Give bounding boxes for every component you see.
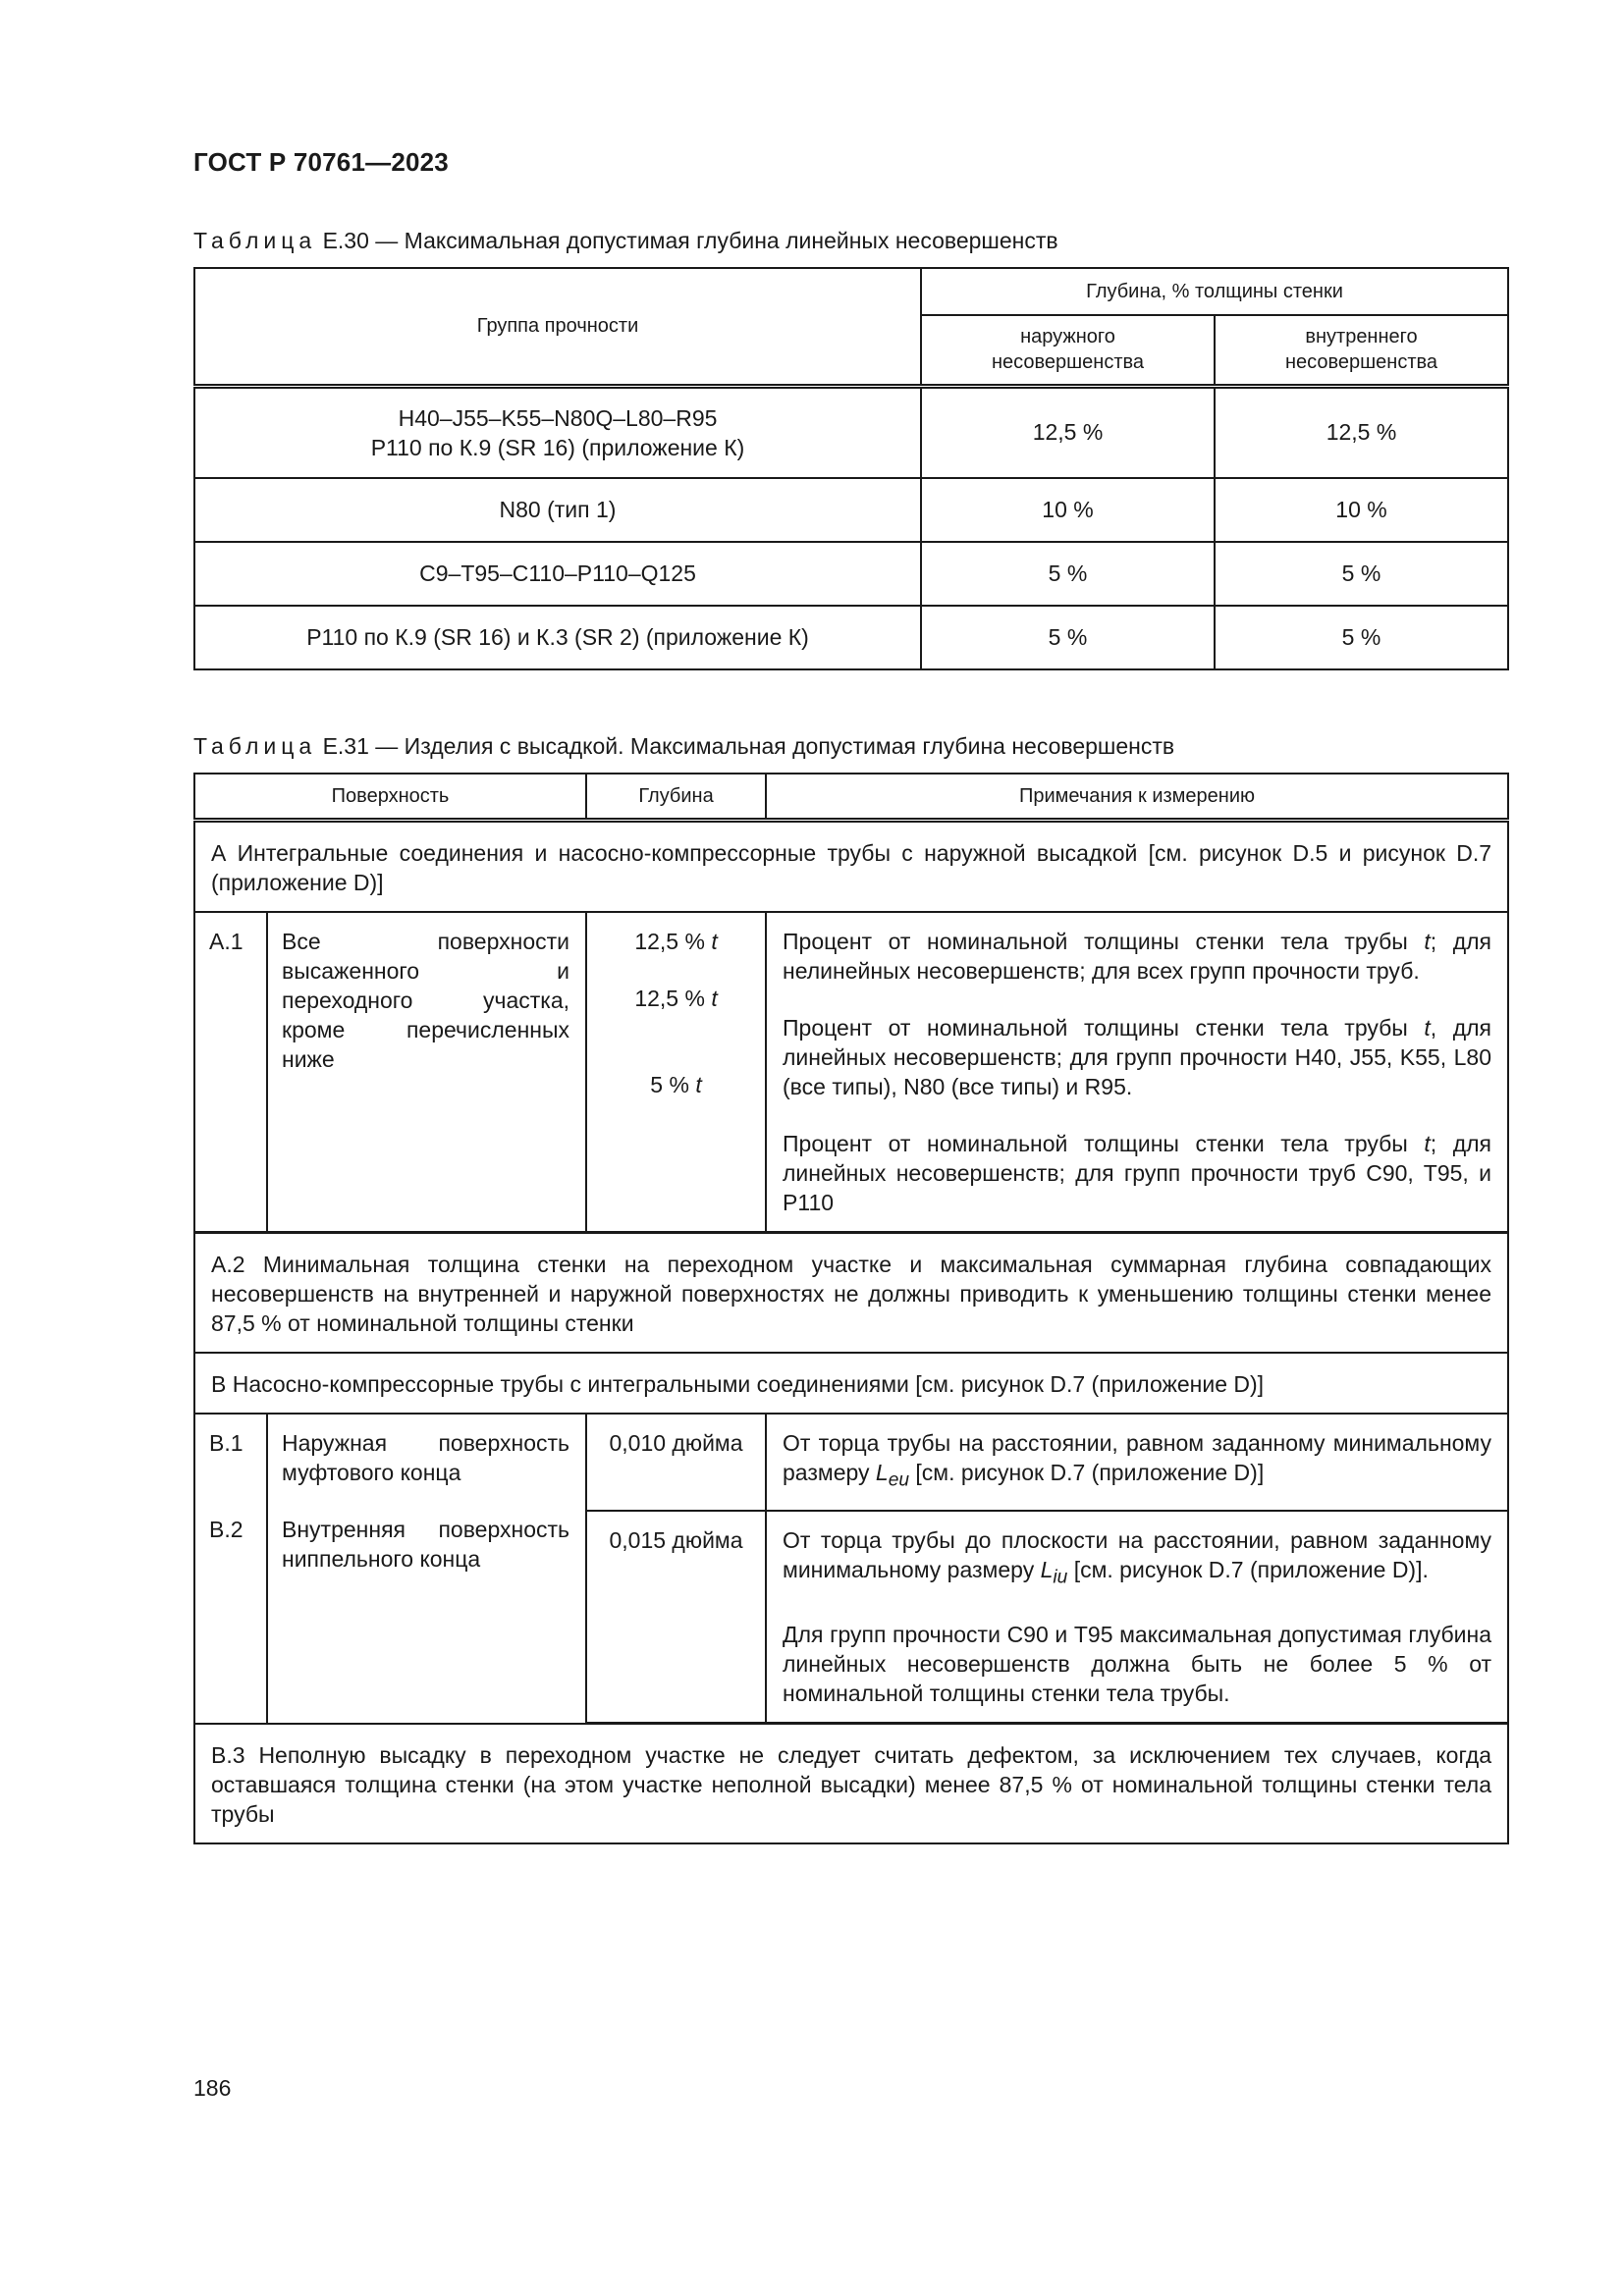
depth-variable: t: [711, 986, 718, 1011]
note-text: ; для нелинейных несовершенств; для всех групп прочности труб.: [783, 929, 1492, 984]
col-outer-label: наружного несовершенства: [991, 326, 1145, 374]
document-header: ГОСТ Р 70761—2023: [193, 147, 449, 177]
note-text: Процент от номинальной толщины стенки тела трубы: [783, 929, 1425, 954]
col-depth-header: Глубина: [586, 774, 766, 821]
b1-depth: 0,010 дюйма: [586, 1414, 766, 1511]
a2-text: А.2 Минимальная толщина стенки на переходном участке и максимальная суммарная глубина совпадающих несовершенств на внутренней и наружной поверхностях не должны приводить к уменьшению толщины стенки менее 87,5 % от номинальной толщины стенки: [194, 1233, 1508, 1354]
b2-note-1: [783, 1525, 1491, 1593]
b-numbers-cell: [194, 1414, 267, 1724]
group-line: P110 по К.9 (SR 16) (приложение К): [370, 434, 745, 460]
group-line: H40–J55–K55–N80Q–L80–R95: [398, 404, 718, 431]
inner-value: 5 %: [1215, 542, 1508, 606]
a1-number: А.1: [194, 912, 267, 1233]
section-b-text: В Насосно-компрессорные трубы с интегральными соединениями [см. рисунок D.7 (приложение D)]: [194, 1353, 1508, 1414]
b2-surface: Внутренняя поверхность ниппельного конца: [282, 1517, 570, 1572]
table-e31: [193, 773, 1509, 1844]
depth-value: 5 %: [650, 1072, 689, 1097]
note-variable: L: [875, 1460, 889, 1485]
a1-depth-cell: [586, 912, 766, 1233]
col-inner-header: [1215, 315, 1508, 386]
section-b-row: [194, 1353, 1508, 1414]
table-e31-caption: [193, 733, 1174, 760]
note-subscript: iu: [1053, 1567, 1068, 1588]
inner-value: 10 %: [1215, 478, 1508, 542]
a1-notes-cell: [766, 912, 1508, 1233]
note-text: От торца трубы на расстоянии, равном заданному минимальному размеру: [783, 1430, 1492, 1485]
note-subscript: eu: [888, 1469, 910, 1491]
note-variable: t: [1424, 929, 1431, 954]
table-e31-caption-prefix: Таблица: [193, 733, 317, 759]
b1-row: [194, 1414, 1508, 1511]
table-e30-caption-prefix: Таблица: [193, 228, 317, 253]
table-row: [194, 606, 1508, 669]
col-depth-header: Глубина, % толщины стенки: [921, 268, 1508, 315]
group-cell: [194, 386, 921, 478]
outer-value: 5 %: [921, 542, 1215, 606]
a1-depth-2: [595, 984, 757, 1013]
page-number: 186: [193, 2075, 232, 2101]
outer-value: 10 %: [921, 478, 1215, 542]
group-cell: P110 по К.9 (SR 16) и К.3 (SR 2) (приложение К): [194, 606, 921, 669]
b1-number: В.1: [209, 1430, 244, 1456]
b-surface-cell: [267, 1414, 586, 1724]
a1-surface: Все поверхности высаженного и переходного участка, кроме перечисленных ниже: [267, 912, 586, 1233]
depth-value: 12,5 %: [634, 986, 705, 1011]
table-e30: [193, 267, 1509, 670]
a1-note-2: [783, 1013, 1491, 1101]
note-text: [см. рисунок D.7 (приложение D)]: [909, 1460, 1265, 1485]
table-e31-caption-text: Е.31 — Изделия с высадкой. Максимальная допустимая глубина несовершенств: [322, 733, 1175, 759]
table-e30-caption-text: Е.30 — Максимальная допустимая глубина линейных несовершенств: [322, 228, 1058, 253]
col-outer-header: [921, 315, 1215, 386]
col-notes-header: Примечания к измерению: [766, 774, 1508, 821]
b2-number: В.2: [209, 1517, 244, 1542]
b3-row: [194, 1724, 1508, 1844]
depth-variable: t: [695, 1072, 702, 1097]
b2-depth: 0,015 дюйма: [586, 1511, 766, 1724]
depth-value: 12,5 %: [634, 929, 705, 954]
table-row: [194, 386, 1508, 478]
note-text: ; для линейных несовершенств; для групп прочности труб C90, T95, и P110: [783, 1131, 1492, 1215]
outer-value: 5 %: [921, 606, 1215, 669]
note-text: Процент от номинальной толщины стенки тела трубы: [783, 1015, 1425, 1041]
inner-value: 5 %: [1215, 606, 1508, 669]
note-variable: t: [1424, 1015, 1431, 1041]
a1-note-1: [783, 927, 1491, 986]
note-text: От торца трубы до плоскости на расстоянии, равном заданному минимальному размеру: [783, 1526, 1492, 1582]
b1-surface: Наружная поверхность муфтового конца: [282, 1430, 570, 1485]
section-a-row: [194, 821, 1508, 913]
col-group-header: Группа прочности: [194, 268, 921, 386]
note-text: , для линейных несовершенств; для групп прочности H40, J55, K55, L80 (все типы), N80 (все типы) и R95.: [783, 1015, 1492, 1099]
section-a-text: А Интегральные соединения и насосно-компрессорные трубы с наружной высадкой [см. рисунок D.5 и рисунок D.7 (приложение D)]: [194, 821, 1508, 913]
col-surface-header: Поверхность: [194, 774, 586, 821]
table-row: [194, 542, 1508, 606]
note-variable: t: [1424, 1131, 1431, 1156]
b2-note-2: Для групп прочности C90 и T95 максимальная допустимая глубина линейных несовершенств должна быть не более 5 % от номинальной толщины стенки тела трубы.: [783, 1622, 1492, 1707]
a1-row: [194, 912, 1508, 1233]
depth-variable: t: [711, 929, 718, 954]
a1-depth-3: [595, 1070, 757, 1099]
a1-depth-1: [595, 927, 757, 956]
outer-value: 12,5 %: [921, 386, 1215, 478]
a2-row: [194, 1233, 1508, 1354]
note-text: Процент от номинальной толщины стенки тела трубы: [783, 1131, 1425, 1156]
b3-text: В.3 Неполную высадку в переходном участке не следует считать дефектом, за исключением тех случаев, когда оставшаяся толщина стенки (на этом участке неполной высадки) менее 87,5 % от номинальной толщины стенки тела трубы: [194, 1724, 1508, 1844]
b1-note: [766, 1414, 1508, 1511]
b2-note: [766, 1511, 1508, 1724]
note-text: [см. рисунок D.7 (приложение D)].: [1067, 1556, 1429, 1582]
inner-value: 12,5 %: [1215, 386, 1508, 478]
note-variable: L: [1040, 1556, 1054, 1582]
col-inner-label: внутреннего несовершенства: [1284, 326, 1438, 374]
table-row: [194, 478, 1508, 542]
group-cell: N80 (тип 1): [194, 478, 921, 542]
group-cell: C9–T95–C110–P110–Q125: [194, 542, 921, 606]
table-e30-caption: [193, 228, 1058, 254]
a1-note-3: [783, 1129, 1491, 1217]
